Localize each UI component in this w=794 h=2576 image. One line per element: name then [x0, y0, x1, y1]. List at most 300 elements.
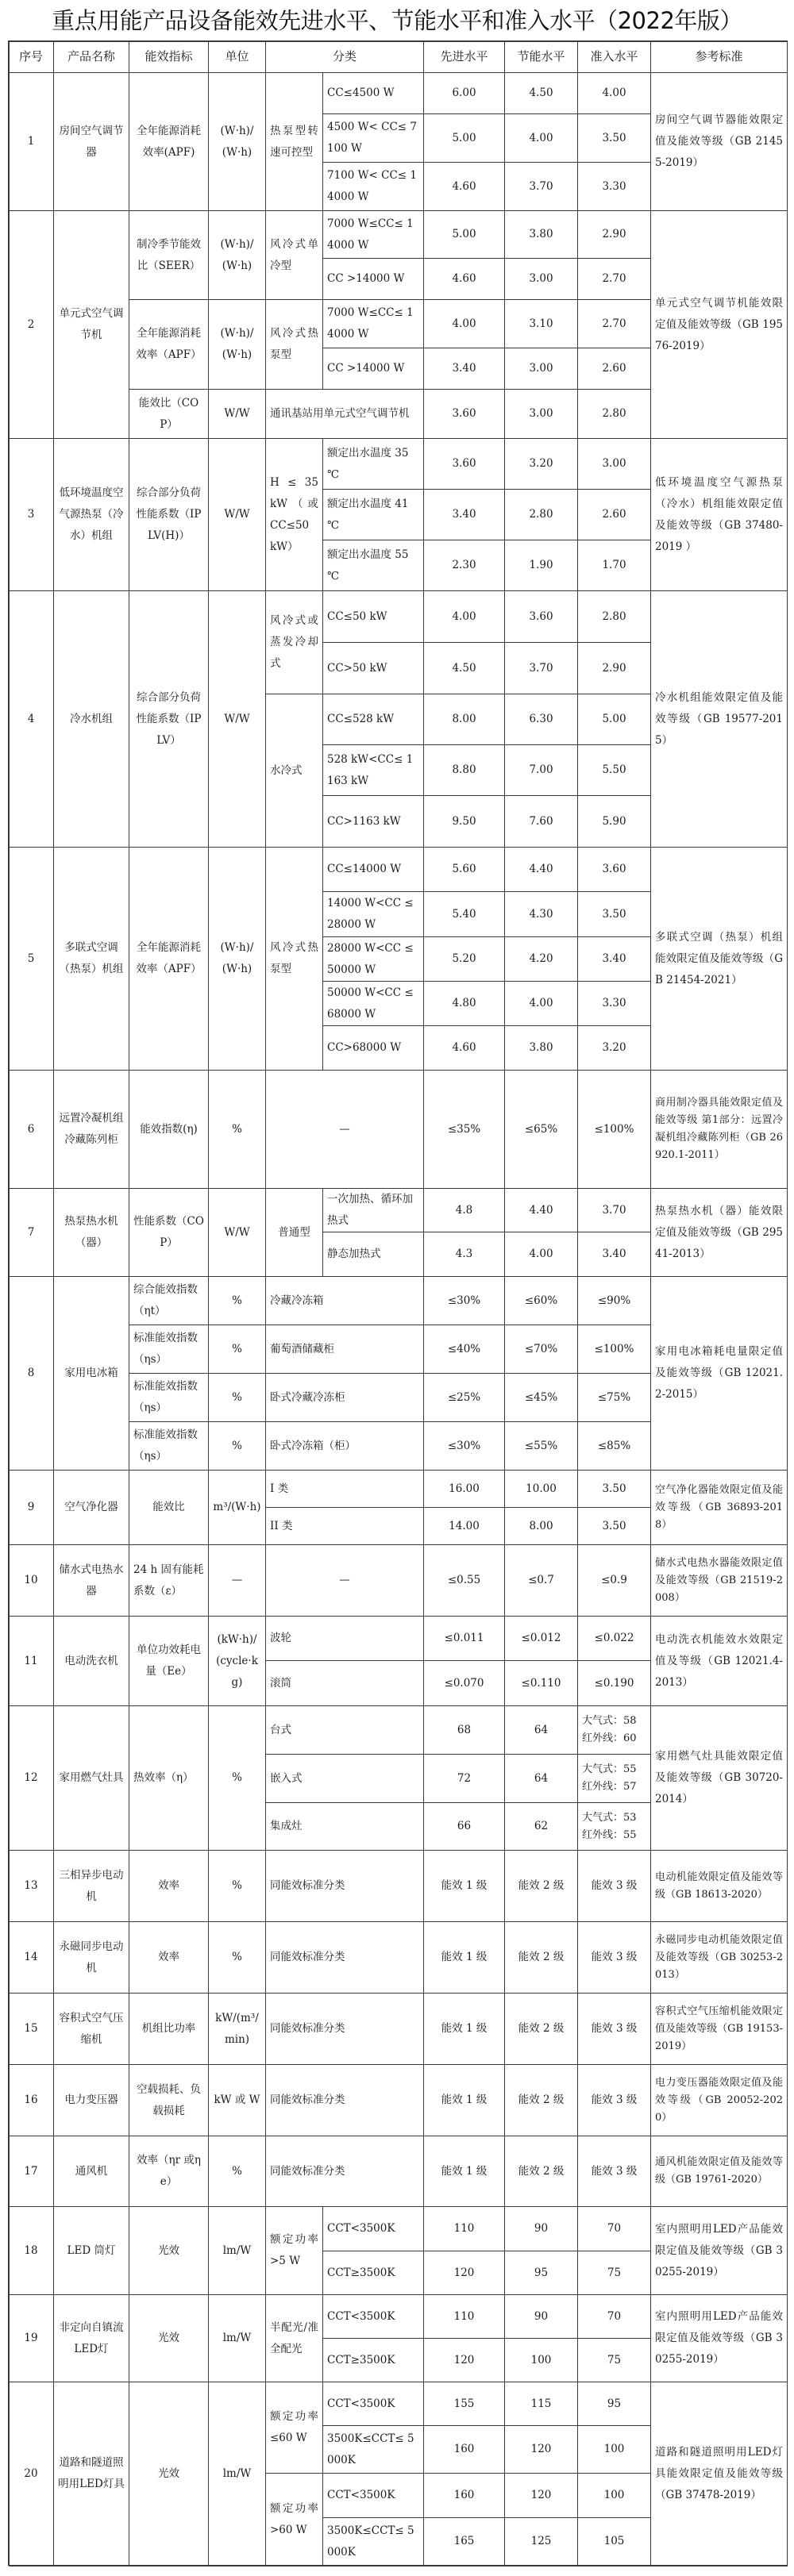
cell-category-group	[265, 1705, 424, 1755]
cell-reference-standard-text: 储水式电热水器能效限定值及能效等级（GB 21519-2008）	[655, 1556, 783, 1604]
cell-advanced-level-text: 5.40	[452, 907, 476, 921]
cell-advanced-level-text: 8.80	[452, 763, 476, 776]
cell-advanced-level	[423, 1325, 505, 1374]
cell-category-group-text: 滚筒	[270, 1676, 291, 1690]
cell-unit-text: m³/(W·h)	[213, 1501, 261, 1513]
cell-category	[322, 2338, 424, 2382]
cell-energy-saving-level-text: 3.80	[529, 228, 553, 240]
cell-product-name-text: 三相异步电动机	[59, 1868, 124, 1903]
cell-unit-text: %	[232, 2164, 242, 2178]
cell-product-name-text: 空气净化器	[64, 1501, 118, 1513]
cell-category-group-text: 台式	[270, 1723, 291, 1736]
cell-access-level	[577, 2382, 651, 2426]
cell-category-group-text: 同能效标准分类	[270, 2093, 345, 2106]
cell-unit	[208, 1325, 266, 1374]
cell-advanced-level	[423, 2338, 505, 2382]
cell-category-group-text: 同能效标准分类	[270, 2164, 345, 2178]
cell-efficiency-indicator	[129, 1993, 209, 2065]
cell-access-level	[577, 1993, 651, 2065]
cell-seq-text: 12	[24, 1771, 38, 1784]
cell-energy-saving-level	[504, 299, 578, 348]
cell-unit-text: W/W	[224, 407, 250, 420]
cell-advanced-level	[423, 2517, 505, 2566]
cell-unit	[208, 389, 266, 439]
cell-access-level-text: 3.50	[602, 1482, 626, 1495]
cell-energy-saving-level-text: 能效 2 级	[518, 2022, 565, 2035]
cell-seq	[8, 438, 54, 591]
cell-category	[322, 162, 424, 211]
cell-access-level-text: 4.00	[602, 87, 626, 99]
cell-advanced-level-text: 14.00	[449, 1519, 480, 1532]
header-access-level	[577, 40, 651, 73]
header-seq	[8, 40, 54, 73]
cell-efficiency-indicator-text: 能效比（COP）	[138, 396, 199, 431]
cell-category-group	[265, 2294, 323, 2382]
cell-category-group	[265, 1470, 424, 1508]
cell-category	[322, 981, 424, 1026]
cell-access-level	[577, 891, 651, 937]
cell-energy-saving-level-text: 7.00	[529, 763, 553, 776]
cell-access-level-text: 1.70	[602, 559, 626, 571]
cell-access-level-text: 能效 3 级	[591, 2093, 638, 2106]
cell-seq	[8, 1705, 54, 1851]
cell-unit-text: lm/W	[222, 2332, 252, 2344]
cell-energy-saving-level-text: 4.00	[529, 131, 553, 144]
cell-category-text: 4500 W< CC≤ 7100 W	[327, 121, 417, 155]
cell-seq-text: 18	[24, 2243, 38, 2257]
cell-category-group	[265, 1070, 424, 1189]
cell-advanced-level-text: 3.40	[452, 362, 476, 375]
cell-advanced-level-text: 6.00	[452, 87, 476, 99]
cell-product-name	[53, 2382, 129, 2566]
cell-category-group	[265, 72, 323, 211]
cell-category-text: CC≤528 kW	[327, 713, 395, 725]
cell-category-group-text: 风冷式热泵型	[270, 327, 318, 361]
cell-access-level-text: 3.00	[602, 457, 626, 470]
cell-category	[322, 744, 424, 796]
cell-category-text: 静态加热式	[327, 1248, 381, 1260]
cell-advanced-level	[423, 1507, 505, 1545]
cell-seq	[8, 1993, 54, 2065]
cell-seq-text: 8	[27, 1367, 35, 1379]
cell-seq	[8, 590, 54, 848]
cell-energy-saving-level-text: ≤60%	[524, 1294, 558, 1307]
cell-energy-saving-level	[504, 1850, 578, 1922]
cell-access-level-text: 2.90	[602, 661, 626, 675]
cell-efficiency-indicator	[129, 2294, 209, 2382]
cell-energy-saving-level	[504, 981, 578, 1026]
cell-category-text: 7100 W< CC≤ 14000 W	[327, 169, 417, 203]
cell-seq	[8, 1470, 54, 1545]
cell-category-group-text: 集成灶	[270, 1820, 303, 1832]
cell-product-name	[53, 2064, 129, 2136]
cell-category-group	[265, 1993, 424, 2065]
cell-energy-saving-level	[504, 1544, 578, 1617]
cell-access-level-text: 能效 3 级	[591, 1879, 638, 1892]
cell-seq-text: 11	[24, 1654, 38, 1667]
cell-access-level	[577, 210, 651, 259]
cell-access-level	[577, 1276, 651, 1325]
cell-energy-saving-level	[504, 847, 578, 892]
cell-energy-saving-level	[504, 744, 578, 796]
cell-category-group	[265, 2382, 323, 2474]
cell-efficiency-indicator	[129, 438, 209, 591]
cell-energy-saving-level	[504, 258, 578, 300]
cell-category-group-text: 卧式冷冻箱（柜）	[270, 1439, 356, 1452]
cell-efficiency-indicator-text: 标准能效指数（ηs）	[133, 1428, 198, 1463]
cell-access-level-text: ≤90%	[597, 1294, 631, 1307]
cell-energy-saving-level-text: 3.10	[529, 317, 553, 330]
cell-energy-saving-level	[504, 1470, 578, 1508]
cell-energy-saving-level	[504, 113, 578, 163]
cell-unit	[208, 438, 266, 591]
cell-access-level	[577, 981, 651, 1026]
cell-access-level	[577, 1470, 651, 1508]
cell-advanced-level	[423, 1616, 505, 1661]
cell-category	[322, 2251, 424, 2295]
cell-category-text: 3500K≤CCT≤ 5000K	[327, 2524, 414, 2559]
cell-advanced-level-text: 4.3	[455, 1248, 473, 1260]
cell-unit	[208, 1705, 266, 1851]
cell-access-level-text: 5.00	[602, 713, 626, 725]
cell-advanced-level	[423, 981, 505, 1026]
cell-advanced-level-text: 4.60	[452, 272, 476, 285]
cell-energy-saving-level	[504, 1921, 578, 1994]
cell-reference-standard-text: 低环境温度空气源热泵（冷水）机组能效限定值及能效等级（GB 37480-2019 ）	[655, 475, 783, 553]
cell-seq-text: 19	[24, 2332, 38, 2344]
cell-access-level	[577, 642, 651, 694]
cell-unit	[208, 1421, 266, 1471]
cell-category	[322, 936, 424, 982]
cell-energy-saving-level-text: 能效 2 级	[518, 1879, 565, 1892]
cell-product-name	[53, 1276, 129, 1471]
cell-advanced-level-text: ≤35%	[447, 1122, 481, 1136]
cell-energy-saving-level-text: 4.40	[529, 1203, 553, 1217]
cell-energy-saving-level	[504, 438, 578, 490]
cell-efficiency-indicator	[129, 1276, 209, 1325]
cell-category-group	[265, 1421, 424, 1471]
cell-category	[322, 1025, 424, 1071]
cell-category	[322, 489, 424, 540]
cell-access-level	[577, 1660, 651, 1706]
cell-advanced-level-text: 能效 1 级	[441, 2164, 488, 2178]
cell-advanced-level-text: ≤40%	[447, 1342, 481, 1355]
cell-energy-saving-level-text: 62	[534, 1820, 549, 1832]
cell-advanced-level-text: ≤25%	[447, 1390, 481, 1404]
cell-unit-text: W/W	[224, 1225, 250, 1239]
cell-advanced-level-text: 120	[453, 2266, 475, 2279]
cell-category-group-text: 水冷式	[270, 763, 303, 777]
cell-seq-text: 14	[24, 1951, 38, 1963]
cell-access-level-text: 3.50	[602, 1519, 626, 1532]
cell-advanced-level	[423, 438, 505, 490]
cell-unit-text: %	[232, 1771, 242, 1784]
cell-category-text: CC>68000 W	[327, 1041, 402, 1054]
cell-energy-saving-level-text: 115	[530, 2397, 552, 2410]
cell-reference-standard	[650, 1705, 788, 1851]
cell-energy-saving-level	[504, 1660, 578, 1706]
cell-advanced-level	[423, 2136, 505, 2207]
cell-category-group-text: 同能效标准分类	[270, 1951, 345, 1963]
cell-advanced-level-text: 155	[453, 2397, 475, 2410]
cell-category	[322, 795, 424, 848]
cell-energy-saving-level-text: 100	[530, 2353, 552, 2366]
cell-access-level-text: 70	[607, 2309, 622, 2323]
cell-category-group-text: —	[339, 1122, 350, 1136]
cell-access-level	[577, 1921, 651, 1994]
cell-advanced-level-text: 3.60	[452, 457, 476, 470]
cell-energy-saving-level	[504, 795, 578, 848]
cell-category	[322, 258, 424, 300]
cell-efficiency-indicator	[129, 1544, 209, 1617]
cell-product-name-text: 容积式空气压缩机	[59, 2011, 124, 2046]
cell-product-name-text: 储水式电热水器	[59, 1563, 124, 1598]
cell-efficiency-indicator	[129, 1325, 209, 1374]
cell-energy-saving-level	[504, 162, 578, 211]
cell-unit	[208, 2136, 266, 2207]
cell-advanced-level-text: 3.40	[452, 508, 476, 521]
cell-energy-saving-level-text: ≤0.012	[521, 1632, 561, 1644]
cell-access-level	[577, 258, 651, 300]
cell-advanced-level-text: ≤0.070	[444, 1676, 484, 1690]
cell-efficiency-indicator-text: 24 h 固有能耗系数（ε）	[133, 1563, 204, 1598]
cell-access-level-text: 3.30	[602, 179, 626, 193]
cell-category	[322, 2425, 424, 2474]
cell-access-level	[577, 113, 651, 163]
cell-access-level-text: 2.60	[602, 508, 626, 521]
cell-energy-saving-level	[504, 2425, 578, 2474]
cell-category-group	[265, 2064, 424, 2136]
cell-energy-saving-level-text: 2.80	[529, 508, 553, 521]
cell-energy-saving-level	[504, 210, 578, 259]
cell-unit-text: (W·h)/(W·h)	[220, 327, 254, 361]
header-efficiency-indicator-text: 能效指标	[145, 49, 193, 63]
cell-energy-saving-level-text: 3.20	[529, 457, 553, 470]
cell-seq-text: 6	[27, 1122, 35, 1136]
cell-category-group	[265, 2206, 323, 2295]
cell-seq	[8, 1070, 54, 1189]
cell-access-level	[577, 389, 651, 439]
cell-efficiency-indicator	[129, 1705, 209, 1851]
cell-access-level	[577, 2338, 651, 2382]
cell-category	[322, 2517, 424, 2566]
cell-unit-text: W/W	[224, 712, 250, 725]
cell-advanced-level-text: 5.20	[452, 952, 476, 965]
cell-efficiency-indicator	[129, 72, 209, 211]
cell-advanced-level	[423, 299, 505, 348]
cell-reference-standard	[650, 1470, 788, 1545]
cell-seq-text: 4	[27, 712, 35, 725]
cell-category-group	[265, 1188, 323, 1277]
cell-advanced-level-text: ≤0.011	[444, 1632, 484, 1644]
cell-energy-saving-level	[504, 1754, 578, 1803]
cell-advanced-level	[423, 2251, 505, 2295]
cell-access-level	[577, 847, 651, 892]
cell-access-level-text: 2.80	[602, 407, 626, 420]
cell-category-group	[265, 389, 424, 439]
cell-seq	[8, 1544, 54, 1617]
cell-reference-standard-text: 室内照明用LED产品能效限定值及能效等级（GB 30255-2019）	[655, 2222, 783, 2278]
cell-energy-saving-level-text: 能效 2 级	[518, 2093, 565, 2106]
cell-product-name-text: 通风机	[75, 2164, 108, 2178]
cell-category-text: 一次加热、循环加热式	[327, 1193, 413, 1227]
cell-product-name-text: 单元式空气调节机	[59, 307, 124, 341]
cell-energy-saving-level	[504, 1616, 578, 1661]
cell-product-name	[53, 72, 129, 211]
cell-product-name-text: LED 筒灯	[67, 2243, 116, 2257]
cell-efficiency-indicator-text: 光效	[158, 2332, 179, 2344]
cell-unit-text: %	[232, 1951, 242, 1963]
cell-category-group-text: H ≤ 35 kW（或 CC≤50 kW）	[270, 475, 318, 553]
cell-unit-text: (W·h)/(W·h)	[220, 124, 254, 159]
cell-unit	[208, 72, 266, 211]
cell-category-text: CCT<3500K	[327, 2222, 395, 2235]
cell-advanced-level	[423, 1660, 505, 1706]
cell-category-group	[265, 1850, 424, 1922]
cell-efficiency-indicator-text: 能效指数(η)	[140, 1122, 198, 1136]
cell-energy-saving-level-text: ≤70%	[524, 1342, 558, 1355]
cell-advanced-level-text: 5.00	[452, 131, 476, 144]
cell-unit-text: %	[232, 1342, 242, 1355]
cell-product-name	[53, 1070, 129, 1189]
cell-energy-saving-level-text: 4.50	[529, 87, 553, 99]
cell-unit	[208, 2064, 266, 2136]
cell-energy-saving-level-text: ≤55%	[524, 1439, 558, 1452]
cell-advanced-level-text: ≤30%	[447, 1294, 481, 1307]
cell-advanced-level-text: ≤30%	[447, 1439, 481, 1452]
cell-access-level	[577, 2517, 651, 2566]
cell-product-name-text: 多联式空调（热泵）机组	[59, 941, 124, 975]
cell-category-text: 28000 W<CC ≤50000 W	[327, 941, 414, 976]
cell-access-level	[577, 72, 651, 114]
cell-seq-text: 9	[27, 1501, 35, 1513]
cell-energy-saving-level-text: 125	[530, 2535, 552, 2547]
cell-category-text: CC≤50 kW	[327, 609, 387, 623]
cell-seq-text: 15	[24, 2022, 38, 2035]
cell-access-level	[577, 1070, 651, 1189]
cell-advanced-level	[423, 1470, 505, 1508]
cell-category	[322, 72, 424, 114]
cell-access-level	[577, 1373, 651, 1422]
cell-seq	[8, 2382, 54, 2566]
page-title: 重点用能产品设备能效先进水平、节能水平和准入水平（2022年版）	[52, 7, 742, 34]
cell-energy-saving-level	[504, 2382, 578, 2426]
cell-seq	[8, 1921, 54, 1994]
cell-unit-text: %	[232, 1294, 242, 1307]
cell-reference-standard-text: 通风机能效限定值及能效等级（GB 19761-2020）	[655, 2156, 783, 2186]
cell-seq-text: 5	[27, 952, 35, 965]
cell-category-text: 额定出水温度 55 ℃	[327, 548, 409, 582]
cell-product-name	[53, 590, 129, 848]
cell-category-group-text: —	[339, 1574, 350, 1586]
cell-access-level-text: 能效 3 级	[591, 2022, 638, 2035]
cell-product-name	[53, 1921, 129, 1994]
cell-product-name-text: 电动洗衣机	[64, 1654, 118, 1667]
cell-unit	[208, 590, 266, 848]
header-unit	[208, 40, 266, 73]
cell-category-group-text: 额定功率≤60 W	[270, 2410, 318, 2444]
cell-seq	[8, 2206, 54, 2295]
cell-energy-saving-level	[504, 1993, 578, 2065]
cell-product-name	[53, 210, 129, 439]
cell-advanced-level	[423, 210, 505, 259]
cell-advanced-level	[423, 936, 505, 982]
cell-category-group-text: 普通型	[278, 1225, 310, 1239]
cell-advanced-level-text: 能效 1 级	[441, 1879, 488, 1892]
cell-access-level	[577, 1188, 651, 1232]
cell-reference-standard-text: 室内照明用LED产品能效限定值及能效等级（GB 30255-2019）	[655, 2310, 783, 2366]
cell-seq-text: 10	[24, 1574, 38, 1586]
cell-access-level-text: 3.60	[602, 863, 626, 875]
cell-advanced-level-text: 9.50	[452, 814, 476, 828]
cell-efficiency-indicator-text: 性能系数（COP）	[133, 1215, 204, 1249]
cell-reference-standard-text: 容积式空气压缩机能效限定值及能效等级（GB 19153-2019）	[655, 2005, 783, 2052]
cell-category-text: 额定出水温度 41 ℃	[327, 497, 409, 532]
cell-advanced-level	[423, 540, 505, 591]
cell-seq-text: 16	[24, 2093, 38, 2106]
cell-efficiency-indicator	[129, 2382, 209, 2566]
cell-advanced-level	[423, 744, 505, 796]
cell-seq	[8, 72, 54, 211]
cell-reference-standard	[650, 2206, 788, 2295]
cell-category-text: CC >14000 W	[327, 272, 405, 285]
cell-access-level	[577, 795, 651, 848]
cell-reference-standard	[650, 1993, 788, 2065]
cell-reference-standard-text: 热泵热水机（器）能效限定值及能效等级（GB 29541-2013）	[655, 1204, 783, 1260]
cell-category-group	[265, 1660, 424, 1706]
cell-category-text: 50000 W<CC ≤68000 W	[327, 986, 414, 1021]
cell-product-name	[53, 1616, 129, 1706]
cell-reference-standard-text: 冷水机组能效限定值及能效等级（GB 19577-2015）	[655, 690, 783, 747]
cell-category	[322, 113, 424, 163]
cell-access-level-text: 2.90	[602, 228, 626, 240]
cell-category-text: CC>1163 kW	[327, 814, 401, 828]
cell-efficiency-indicator	[129, 1616, 209, 1706]
cell-product-name	[53, 1470, 129, 1545]
cell-efficiency-indicator-text: 效率	[158, 1951, 179, 1963]
cell-access-level-text: 能效 3 级	[591, 1951, 638, 1963]
cell-energy-saving-level-text: 95	[534, 2266, 549, 2279]
cell-advanced-level-text: 110	[453, 2222, 475, 2235]
cell-category	[322, 2294, 424, 2339]
cell-seq-text: 3	[27, 508, 35, 521]
cell-access-level	[577, 694, 651, 745]
cell-energy-saving-level-text: 3.60	[529, 609, 553, 623]
cell-category-group	[265, 1373, 424, 1422]
cell-energy-saving-level-text: 3.70	[529, 661, 553, 675]
cell-seq	[8, 2064, 54, 2136]
cell-access-level	[577, 1616, 651, 1661]
header-reference-standard-text: 参考标准	[695, 49, 743, 63]
cell-energy-saving-level-text: 64	[534, 1723, 549, 1736]
cell-product-name-text: 热泵热水机（器）	[64, 1215, 118, 1249]
cell-unit-text: lm/W	[222, 2243, 252, 2257]
cell-access-level-text: 100	[603, 2443, 625, 2455]
cell-advanced-level-text: 4.00	[452, 609, 476, 623]
cell-energy-saving-level	[504, 2251, 578, 2295]
cell-reference-standard	[650, 1921, 788, 1994]
cell-efficiency-indicator-text: 标准能效指数（ηs）	[133, 1380, 198, 1414]
cell-category-group	[265, 299, 323, 390]
cell-reference-standard-text: 商用制冷器具能效限定值及能效等级 第1部分：远置冷凝机组冷藏陈列柜（GB 26920.1-2011）	[655, 1097, 783, 1161]
cell-access-level	[577, 1507, 651, 1545]
cell-energy-saving-level-text: 4.30	[529, 907, 553, 921]
cell-category-group	[265, 1802, 424, 1851]
cell-energy-saving-level	[504, 1373, 578, 1422]
cell-advanced-level	[423, 1802, 505, 1851]
cell-efficiency-indicator	[129, 2136, 209, 2207]
cell-advanced-level-text: 5.60	[452, 863, 476, 875]
